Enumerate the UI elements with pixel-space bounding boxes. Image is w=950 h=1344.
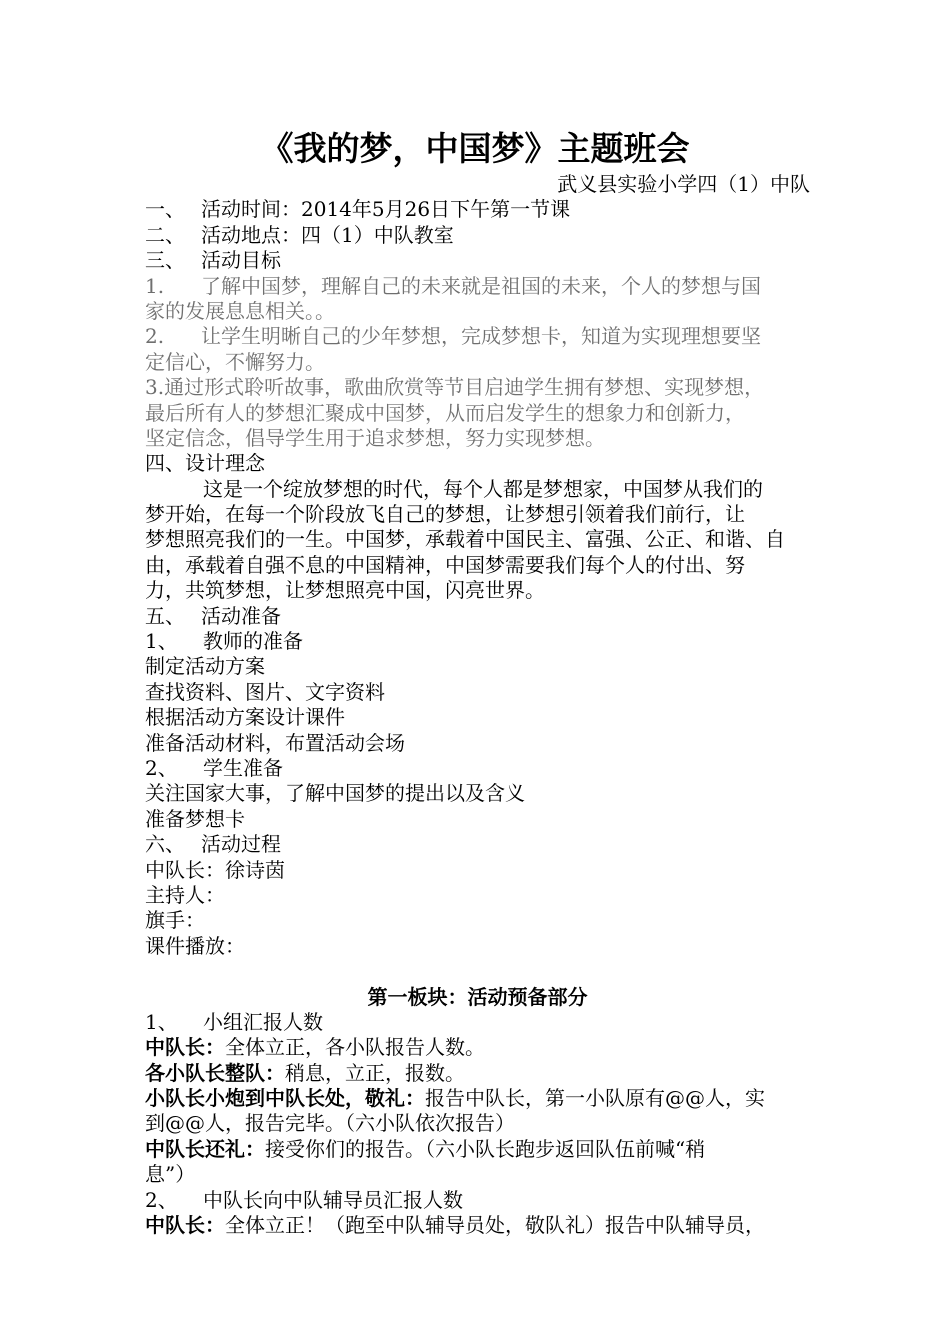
list-item: 制定活动方案 bbox=[145, 654, 265, 679]
item-number: 1、 bbox=[145, 1009, 178, 1034]
speaker: 中队长： bbox=[145, 1035, 225, 1060]
dialogue-continuation: 到@@人，报告完毕。（六小队依次报告） bbox=[145, 1111, 515, 1136]
section-goals bbox=[145, 248, 810, 273]
goal-3-line-b: 最后所有人的梦想汇聚成中国梦，从而启发学生的想象力和创新力， bbox=[145, 400, 745, 425]
dialogue-line: 小队长小炮到中队长处，敬礼：报告中队长，第一小队原有@@人，实 bbox=[145, 1086, 765, 1111]
goal-number: 1. bbox=[145, 273, 165, 298]
list-item: 准备梦想卡 bbox=[145, 806, 245, 831]
goal-3-line-c: 坚定信念，倡导学生用于追求梦想，努力实现梦想。 bbox=[145, 425, 605, 450]
goal-1-line-b: 家的发展息息相关。。 bbox=[145, 298, 335, 323]
idea-line-c: 梦想照亮我们的一生。中国梦，承载着中国民主、富强、公正、和谐、自 bbox=[145, 527, 785, 552]
speaker: 中队长： bbox=[145, 1213, 225, 1238]
role-line: 中队长：徐诗茵 bbox=[145, 857, 285, 882]
section-preparation bbox=[145, 604, 810, 629]
item-number: 2、 bbox=[145, 1187, 178, 1212]
blank-line bbox=[145, 959, 810, 984]
goal-number: 2. bbox=[145, 324, 165, 349]
section-label: 活动地点： bbox=[201, 222, 301, 247]
section-number: 五、 bbox=[145, 603, 185, 628]
section-place bbox=[145, 223, 810, 248]
idea-line-e: 力，共筑梦想，让梦想照亮中国，闪亮世界。 bbox=[145, 578, 545, 603]
section-label: 活动过程 bbox=[201, 832, 281, 857]
section-number: 六、 bbox=[145, 832, 185, 857]
step-1-heading: 1、 小组汇报人数 bbox=[145, 1009, 323, 1034]
step-2-heading: 2、 中队长向中队辅导员汇报人数 bbox=[145, 1187, 463, 1212]
idea-line-d: 由，承载着自强不息的中国精神，中国梦需要我们每个人的付出、努 bbox=[145, 552, 745, 577]
author-line: 武义县实验小学四（1）中队 bbox=[557, 172, 810, 196]
section-value: 2014年5月26日下午第一节课 bbox=[301, 197, 571, 222]
section-label: 活动时间： bbox=[201, 197, 301, 222]
role-line: 旗手： bbox=[145, 908, 205, 933]
list-item: 关注国家大事，了解中国梦的提出以及含义 bbox=[145, 781, 525, 806]
speaker: 中队长还礼： bbox=[145, 1136, 265, 1161]
section-value: 四（1）中队教室 bbox=[301, 222, 454, 247]
dialogue-line: 中队长：全体立正，各小队报告人数。 bbox=[145, 1035, 485, 1060]
dialogue-line: 各小队长整队：稍息，立正，报数。 bbox=[145, 1060, 465, 1085]
speaker: 小队长小炮到中队长处，敬礼： bbox=[145, 1086, 425, 1111]
goal-1-line-a: 1. 了解中国梦，理解自己的未来就是祖国的未来，个人的梦想与国 bbox=[145, 273, 761, 298]
list-item: 查找资料、图片、文字资料 bbox=[145, 679, 385, 704]
goal-2-line-b: 定信心，不懈努力。 bbox=[145, 349, 325, 374]
role-line: 课件播放： bbox=[145, 933, 245, 958]
section-label: 活动目标 bbox=[201, 248, 281, 273]
section-number: 三、 bbox=[145, 248, 185, 273]
role-line: 主持人： bbox=[145, 882, 225, 907]
section-number: 一、 bbox=[145, 197, 185, 222]
goal-3-line-a: 3.通过形式聆听故事，歌曲欣赏等节目启迪学生拥有梦想、实现梦想， bbox=[145, 375, 765, 400]
section-time bbox=[145, 197, 810, 222]
section-number: 二、 bbox=[145, 222, 185, 247]
list-item: 准备活动材料，布置活动会场 bbox=[145, 730, 405, 755]
section-label: 活动准备 bbox=[201, 603, 281, 628]
block-1-title: 第一板块：活动预备部分 bbox=[367, 984, 588, 1009]
item-number: 1、 bbox=[145, 629, 178, 654]
dialogue-line: 中队长还礼：接受你们的报告。（六小队长跑步返回队伍前喊“稍 bbox=[145, 1136, 706, 1161]
goal-2-line-a: 2. 让学生明晰自己的少年梦想，完成梦想卡，知道为实现理想要坚 bbox=[145, 324, 761, 349]
speaker: 各小队长整队： bbox=[145, 1060, 285, 1085]
section-design-idea: 四、设计理念 bbox=[145, 451, 265, 476]
student-prep-heading: 2、 学生准备 bbox=[145, 755, 283, 780]
idea-line-a: 这是一个绽放梦想的时代，每个人都是梦想家，中国梦从我们的 bbox=[203, 476, 763, 501]
dialogue-line: 中队长：全体立正！（跑至中队辅导员处，敬队礼）报告中队辅导员， bbox=[145, 1213, 765, 1238]
section-process bbox=[145, 832, 810, 857]
page-title: 《我的梦，中国梦》主题班会 bbox=[260, 129, 690, 168]
list-item: 根据活动方案设计课件 bbox=[145, 705, 345, 730]
dialogue-continuation: 息”） bbox=[145, 1162, 196, 1187]
teacher-prep-heading: 1、 教师的准备 bbox=[145, 629, 303, 654]
idea-line-b: 梦开始，在每一个阶段放飞自己的梦想，让梦想引领着我们前行，让 bbox=[145, 502, 745, 527]
item-number: 2、 bbox=[145, 755, 178, 780]
document-body bbox=[145, 172, 810, 1238]
